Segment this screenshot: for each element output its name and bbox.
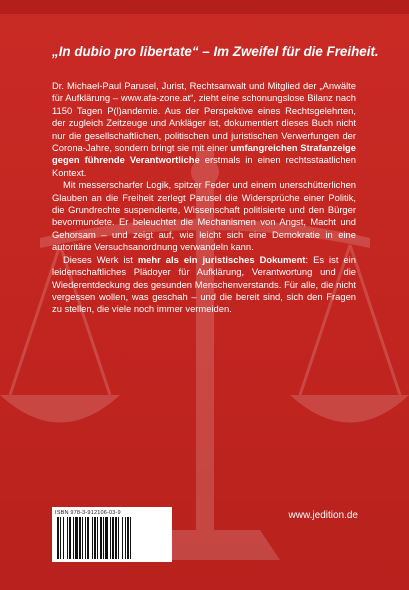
blurb-paragraph-1 bbox=[52, 80, 356, 179]
blurb-emphasis: umfangreichen Strafanzeige gegen führende Verantwortliche bbox=[52, 142, 356, 166]
publisher-website: www.jedition.de bbox=[288, 510, 358, 521]
top-band bbox=[0, 0, 409, 14]
blurb-emphasis: mehr als ein juristisches Dokument bbox=[137, 253, 306, 265]
headline: „In dubio pro libertate“ – Im Zweifel für die Freiheit. bbox=[52, 44, 379, 59]
blurb-text: Dieses Werk ist bbox=[63, 253, 138, 265]
isbn-barcode bbox=[52, 507, 172, 562]
blurb-paragraph-2: Mit messerscharfer Logik, spitzer Feder und einem unerschütterlichen Glauben an die Freiheit zerlegt Parusel die Widersprüche einer Politik, die Grundrechte suspendierte, Wissenschaft politisierte und den Bürger bevormundete. Er beleuchtet die Mechanismen von Angst, Macht und Gehorsam – und zeigt auf, wie leicht sich eine Demokratie in eine autoritäre Versuchsanordnung verwandeln kann. bbox=[52, 179, 356, 253]
blurb bbox=[52, 80, 356, 316]
blurb-text: Dr. Michael-Paul Parusel, Jurist, Rechtsanwalt und Mitglied der „Anwälte für Aufklärung – www.afa-zone.at“, zieht eine schonungslose Bilanz nach 1150 Tagen P(l)andemie. Aus der Perspektive eines Rechtsgelehrten, der zugleich Zeitzeuge und Ankläger ist, dokumentiert dieses Buch nicht nur die gesellschaftlichen, politischen und juristischen Verwerfungen der Corona-Jahre, sondern bringt sie mit einer bbox=[52, 80, 356, 154]
barcode-icon bbox=[56, 517, 168, 559]
blurb-text: erstmals in einen rechtsstaatlichen Kontext. bbox=[52, 154, 356, 178]
blurb-paragraph-3 bbox=[52, 254, 356, 316]
blurb-text: : Es ist ein leidenschaftliches Plädoyer für Aufklärung, Verantwortung und die Wiederentdeckung des gesunden Menschenverstands. Für alle, die nicht vergessen wollen, was geschah – und die bereit sind, sich den Fragen zu stellen, die viele noch immer vermeiden. bbox=[52, 253, 356, 315]
isbn-number: ISBN 978-3-912106-03-9 bbox=[55, 510, 121, 516]
